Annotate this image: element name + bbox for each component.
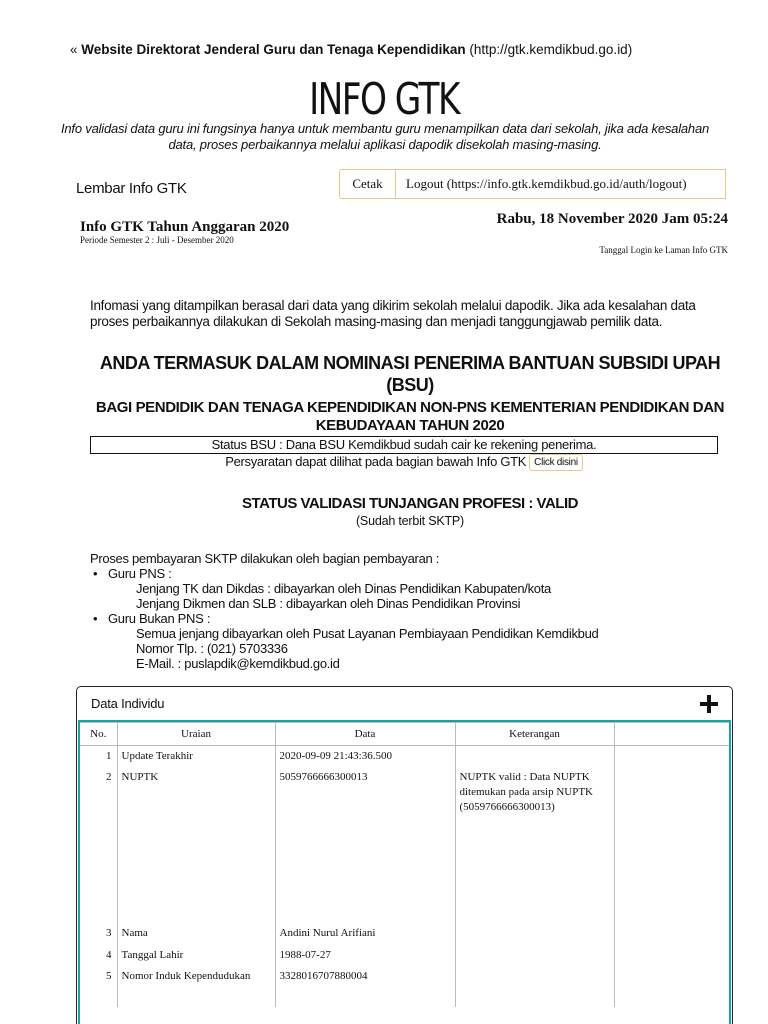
fiscal-year-title: Info GTK Tahun Anggaran 2020 xyxy=(80,219,290,235)
pns-line-1: Jenjang TK dan Dikdas : dibayarkan oleh Dinas Pendidikan Kabupaten/kota xyxy=(136,581,551,596)
row-uraian: NUPTK xyxy=(117,768,275,924)
non-pns-label: • Guru Bukan PNS : xyxy=(108,611,211,626)
login-datetime-note: Tanggal Login ke Laman Info GTK xyxy=(599,245,728,255)
row-data: 1988-07-27 xyxy=(275,946,455,967)
column-header-no: No. xyxy=(80,723,117,746)
data-individu-card xyxy=(76,686,733,1024)
pns-label: • Guru PNS : xyxy=(108,566,172,581)
payment-intro: Proses pembayaran SKTP dilakukan oleh bagian pembayaran : xyxy=(90,551,440,566)
directorate-website-link[interactable] xyxy=(70,42,632,57)
column-header-extra xyxy=(614,723,729,746)
payment-process-section xyxy=(90,551,598,671)
column-header-uraian: Uraian xyxy=(117,723,275,746)
row-extra xyxy=(614,768,729,924)
row-uraian: Nomor Induk Kependudukan xyxy=(117,967,275,1007)
row-uraian: Nama xyxy=(117,924,275,946)
row-number: 4 xyxy=(80,946,117,967)
data-individu-title: Data Individu xyxy=(91,696,165,711)
row-keterangan: NUPTK valid : Data NUPTK ditemukan pada arsip NUPTK (5059766666300013) xyxy=(455,768,614,924)
table-row xyxy=(80,967,729,1007)
bsu-requirement-text: Persyaratan dapat dilihat pada bagian bawah Info GTK xyxy=(225,454,527,469)
click-here-button[interactable]: Click disini xyxy=(529,454,583,471)
bsu-subheading: BAGI PENDIDIK DAN TENAGA KEPENDIDIKAN NON-PNS KEMENTERIAN PENDIDIKAN DAN KEBUDAYAAN TAHUN 2020 xyxy=(95,399,725,434)
logout-button[interactable]: Logout (https://info.gtk.kemdikbud.go.id/auth/logout) xyxy=(396,169,726,199)
bsu-status-box: Status BSU : Dana BSU Kemdikbud sudah cair ke rekening penerima. xyxy=(90,436,718,454)
row-extra xyxy=(614,924,729,946)
row-uraian: Tanggal Lahir xyxy=(117,946,275,967)
table-header-row xyxy=(80,723,729,746)
row-number: 1 xyxy=(80,746,117,768)
row-number: 2 xyxy=(80,768,117,924)
row-uraian: Update Terakhir xyxy=(117,746,275,768)
non-pns-line-1: Semua jenjang dibayarkan oleh Pusat Layanan Pembiayaan Pendidikan Kemdikbud xyxy=(136,626,599,641)
data-individu-table xyxy=(80,722,729,1007)
pns-line-2: Jenjang Dikmen dan SLB : dibayarkan oleh Dinas Pendidikan Provinsi xyxy=(136,596,521,611)
link-title: Website Direktorat Jenderal Guru dan Tenaga Kependidikan xyxy=(81,42,466,57)
non-pns-email: E-Mail. : puslapdik@kemdikbud.go.id xyxy=(136,656,340,671)
table-row xyxy=(80,924,729,946)
sheet-label: Lembar Info GTK xyxy=(76,180,187,197)
link-url: (http://gtk.kemdikbud.go.id) xyxy=(465,42,633,57)
table-row xyxy=(80,768,729,924)
table-row xyxy=(80,746,729,768)
row-data: 2020-09-09 21:43:36.500 xyxy=(275,746,455,768)
row-keterangan xyxy=(455,967,614,1007)
non-pns-phone: Nomor Tlp. : (021) 5703336 xyxy=(136,641,288,656)
validation-status-sub: (Sudah terbit SKTP) xyxy=(355,514,465,528)
non-pns-list-item xyxy=(90,611,598,671)
pns-list-item xyxy=(90,566,598,611)
row-number: 5 xyxy=(80,967,117,1007)
row-extra xyxy=(614,946,729,967)
toolbar-buttons xyxy=(339,169,726,199)
column-header-keterangan: Keterangan xyxy=(455,723,614,746)
info-paragraph: Infomasi yang ditampilkan berasal dari data yang dikirim sekolah melalui dapodik. Jika ada kesalahan data proses perbaikannya dilakukan di Sekolah masing-masing dan menjadi tanggungjawab pemilik data. xyxy=(90,298,696,329)
semester-period: Periode Semester 2 : Juli - Desember 2020 xyxy=(80,235,234,245)
data-individu-body xyxy=(78,720,731,1024)
row-data: 3328016707880004 xyxy=(275,967,455,1007)
row-number: 3 xyxy=(80,924,117,946)
link-prefix: « xyxy=(70,42,82,57)
bsu-requirement-line xyxy=(90,453,718,471)
column-header-data: Data xyxy=(275,723,455,746)
row-extra xyxy=(614,746,729,768)
data-individu-header xyxy=(77,687,732,720)
row-keterangan xyxy=(455,946,614,967)
row-keterangan xyxy=(455,746,614,768)
table-row xyxy=(80,946,729,967)
login-datetime: Rabu, 18 November 2020 Jam 05:24 xyxy=(496,211,728,227)
page-subtitle: Info validasi data guru ini fungsinya hanya untuk membantu guru menampilkan data dari sekolah, jika ada kesalahan data, proses perbaikannya melalui aplikasi dapodik disekolah masing-masing. xyxy=(60,121,710,152)
print-button[interactable]: Cetak xyxy=(339,169,396,199)
row-keterangan xyxy=(455,924,614,946)
row-data: Andini Nurul Arifiani xyxy=(275,924,455,946)
validation-status-heading: STATUS VALIDASI TUNJANGAN PROFESI : VALID xyxy=(242,495,578,512)
row-extra xyxy=(614,967,729,1007)
page-title: INFO GTK xyxy=(309,74,459,125)
row-data: 5059766666300013 xyxy=(275,768,455,924)
payment-list xyxy=(90,566,598,671)
plus-icon[interactable] xyxy=(700,695,718,713)
bsu-heading: ANDA TERMASUK DALAM NOMINASI PENERIMA BANTUAN SUBSIDI UPAH (BSU) xyxy=(99,353,721,395)
